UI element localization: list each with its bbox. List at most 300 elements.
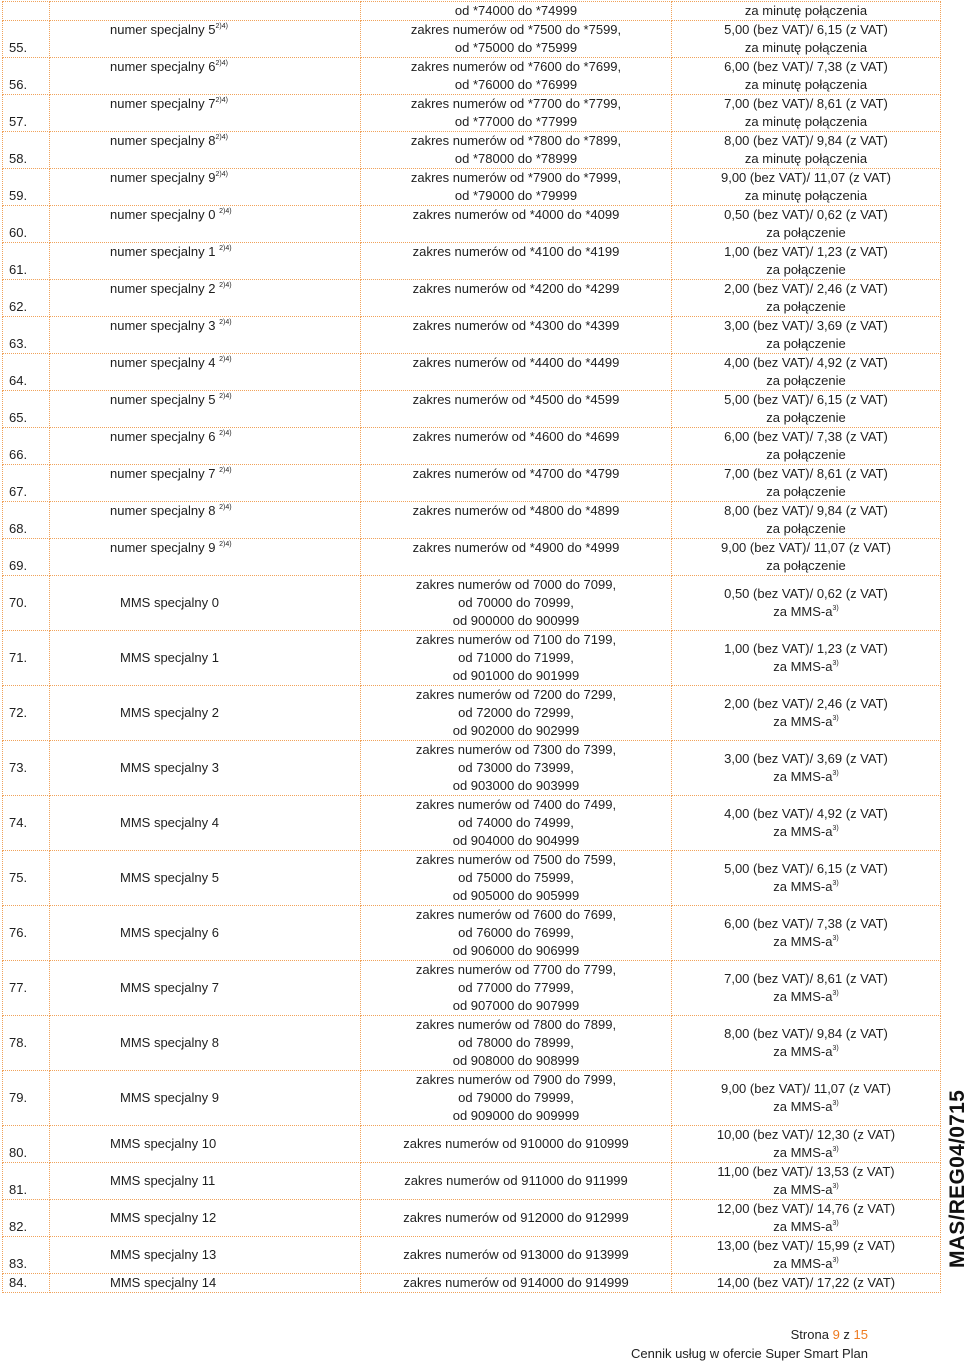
price-text: za połączenie [766, 558, 846, 573]
price-cell [672, 631, 941, 686]
service-name: numer specjalny 9 [110, 170, 216, 185]
number-range-line: od 903000 do 903999 [452, 778, 580, 793]
number-range-line: od 904000 do 904999 [452, 833, 580, 848]
table-row [3, 906, 941, 961]
service-name: MMS specjalny 12 [110, 1210, 217, 1225]
number-range-line: zakres numerów od *4500 do *4599 [412, 392, 620, 407]
price-line [672, 1255, 940, 1273]
number-range-line: od 900000 do 900999 [452, 613, 580, 628]
price-text: 5,00 (bez VAT)/ 6,15 (z VAT) [724, 861, 888, 876]
number-range-line: zakres numerów od *7700 do *7799, [410, 96, 622, 111]
price-line [672, 640, 940, 658]
table-row [3, 1016, 941, 1071]
number-range-cell [361, 741, 672, 796]
number-range-line: od *78000 do *78999 [454, 151, 578, 166]
price-text: za minutę połączenia [744, 151, 868, 166]
price-text: 9,00 (bez VAT)/ 11,07 (z VAT) [720, 1081, 892, 1096]
number-range-line: od 78000 do 78999, [458, 1035, 574, 1050]
footnote-ref: 2)4) [219, 392, 232, 400]
service-name: numer specjalny 4 [110, 355, 220, 370]
price-line [672, 335, 940, 353]
price-line [672, 1237, 940, 1255]
row-number: 70. [3, 576, 50, 631]
number-range-line: zakres numerów od 7900 do 7999, [415, 1072, 617, 1087]
service-name-cell [50, 539, 361, 576]
table-row [3, 21, 941, 58]
service-name-cell [50, 132, 361, 169]
price-text: 14,00 (bez VAT)/ 17,22 (z VAT) [716, 1275, 896, 1290]
price-text: za MMS-a [773, 714, 833, 729]
footnote-ref: 2)4) [219, 503, 232, 511]
page-current: 9 [832, 1327, 840, 1342]
price-text: za połączenie [766, 225, 846, 240]
price-text: 8,00 (bez VAT)/ 9,84 (z VAT) [724, 133, 888, 148]
price-text: 4,00 (bez VAT)/ 4,92 (z VAT) [724, 355, 888, 370]
number-range-cell [361, 1274, 672, 1293]
price-cell [672, 428, 941, 465]
price-cell [672, 1200, 941, 1237]
price-line [672, 113, 940, 131]
number-range-line: od 905000 do 905999 [452, 888, 580, 903]
number-range-line: od 907000 do 907999 [452, 998, 580, 1013]
price-line [672, 1126, 940, 1144]
price-line [672, 261, 940, 279]
number-range-line: zakres numerów od 7600 do 7699, [415, 907, 617, 922]
table-row [3, 1274, 941, 1293]
page-total: 15 [853, 1327, 868, 1342]
number-range-line: od 71000 do 71999, [458, 650, 574, 665]
service-name: numer specjalny 5 [110, 22, 216, 37]
number-range-line: od 79000 do 79999, [458, 1090, 574, 1105]
table-row [3, 961, 941, 1016]
price-text: 7,00 (bez VAT)/ 8,61 (z VAT) [724, 96, 888, 111]
price-cell [672, 58, 941, 95]
number-range-line: zakres numerów od 911000 do 911999 [404, 1173, 628, 1188]
number-range-line: od 74000 do 74999, [458, 815, 574, 830]
footnote-ref: 3) [832, 659, 839, 667]
table-row [3, 428, 941, 465]
table-row [3, 280, 941, 317]
table-row [3, 631, 941, 686]
number-range-cell [361, 1016, 672, 1071]
service-name-cell [50, 169, 361, 206]
number-range-line: od 909000 do 909999 [452, 1108, 580, 1123]
row-number: 66. [3, 428, 50, 465]
price-line [672, 1200, 940, 1218]
price-line [672, 76, 940, 94]
price-line [672, 428, 940, 446]
page-label: Strona [790, 1327, 833, 1342]
price-text: za MMS-a [773, 604, 833, 619]
service-name-cell [50, 576, 361, 631]
row-number: 63. [3, 317, 50, 354]
service-name: MMS specjalny 3 [120, 760, 219, 775]
footnote-ref: 3) [832, 769, 839, 777]
number-range-cell [361, 95, 672, 132]
price-line [672, 750, 940, 768]
service-name-cell [50, 1126, 361, 1163]
price-line [672, 1025, 940, 1043]
number-range-line: od 901000 do 901999 [452, 668, 580, 683]
price-line [672, 860, 940, 878]
price-text: za MMS-a [773, 1145, 833, 1160]
table-row [3, 317, 941, 354]
number-range-cell [361, 539, 672, 576]
service-name-cell [50, 1071, 361, 1126]
service-name-cell [50, 631, 361, 686]
footnote-ref: 3) [832, 879, 839, 887]
price-line [672, 557, 940, 575]
price-line [672, 298, 940, 316]
price-text: za MMS-a [773, 879, 833, 894]
row-number: 58. [3, 132, 50, 169]
price-text: 6,00 (bez VAT)/ 7,38 (z VAT) [724, 916, 888, 931]
price-line [672, 988, 940, 1006]
table-row [3, 539, 941, 576]
footnote-ref: 2)4) [215, 133, 228, 141]
row-number: 57. [3, 95, 50, 132]
number-range-line: zakres numerów od *7500 do *7599, [410, 22, 622, 37]
service-name-cell [50, 686, 361, 741]
number-range-line: od *77000 do *77999 [454, 114, 578, 129]
price-text: za MMS-a [773, 769, 833, 784]
price-text: 8,00 (bez VAT)/ 9,84 (z VAT) [724, 503, 888, 518]
row-number: 81. [3, 1163, 50, 1200]
price-line [672, 317, 940, 335]
price-text: za minutę połączenia [744, 114, 868, 129]
number-range-line: zakres numerów od *7600 do *7699, [410, 59, 622, 74]
number-range-line: zakres numerów od *4900 do *4999 [412, 540, 620, 555]
service-name: MMS specjalny 13 [110, 1247, 217, 1262]
number-range-cell [361, 58, 672, 95]
row-number: 64. [3, 354, 50, 391]
row-number: 73. [3, 741, 50, 796]
number-range-line: zakres numerów od 914000 do 914999 [403, 1275, 629, 1290]
page-number [791, 1327, 868, 1342]
number-range-line: zakres numerów od 7000 do 7099, [415, 577, 617, 592]
number-range-line: zakres numerów od 912000 do 912999 [403, 1210, 629, 1225]
price-text: 5,00 (bez VAT)/ 6,15 (z VAT) [724, 22, 888, 37]
row-number: 75. [3, 851, 50, 906]
footnote-ref: 3) [832, 1145, 839, 1153]
price-cell: za minutę połączenia [672, 2, 941, 21]
price-line [672, 169, 940, 187]
price-cell [672, 132, 941, 169]
row-number: 80. [3, 1126, 50, 1163]
footnote-ref: 2)4) [219, 466, 232, 474]
table-row [3, 95, 941, 132]
service-name: MMS specjalny 7 [120, 980, 219, 995]
footnote-ref: 3) [832, 824, 839, 832]
number-range-line: od 75000 do 75999, [458, 870, 574, 885]
service-name: numer specjalny 8 [110, 133, 216, 148]
price-cell [672, 961, 941, 1016]
number-range-line: zakres numerów od *4700 do *4799 [412, 466, 620, 481]
number-range-line: zakres numerów od 910000 do 910999 [403, 1136, 629, 1151]
price-text: za połączenie [766, 484, 846, 499]
price-line [672, 446, 940, 464]
price-line [672, 805, 940, 823]
table-row [3, 1126, 941, 1163]
number-range-cell [361, 1071, 672, 1126]
table-row-continuation [3, 2, 941, 21]
number-range-line: od 72000 do 72999, [458, 705, 574, 720]
price-cell [672, 465, 941, 502]
number-range-cell [361, 169, 672, 206]
price-text: za MMS-a [773, 824, 833, 839]
service-name: numer specjalny 3 [110, 318, 220, 333]
price-line [672, 465, 940, 483]
service-name: MMS specjalny 9 [120, 1090, 219, 1105]
price-cell [672, 1237, 941, 1274]
table-row [3, 391, 941, 428]
number-range-line: od *76000 do *76999 [454, 77, 578, 92]
number-range-cell [361, 631, 672, 686]
table-row [3, 686, 941, 741]
number-range-line: zakres numerów od 7700 do 7799, [415, 962, 617, 977]
row-number: 56. [3, 58, 50, 95]
service-name-cell [50, 1237, 361, 1274]
price-text: 2,00 (bez VAT)/ 2,46 (z VAT) [724, 281, 888, 296]
number-range-line: zakres numerów od 7800 do 7899, [415, 1017, 617, 1032]
service-name: MMS specjalny 1 [120, 650, 219, 665]
service-name-cell [50, 961, 361, 1016]
price-text: za połączenie [766, 336, 846, 351]
service-name: MMS specjalny 0 [120, 595, 219, 610]
document-code: MAS/REG04/0715 [946, 1089, 969, 1268]
price-text: 6,00 (bez VAT)/ 7,38 (z VAT) [724, 59, 888, 74]
footnote-ref: 3) [832, 1044, 839, 1052]
price-line [672, 539, 940, 557]
service-name-cell [50, 502, 361, 539]
price-line [672, 520, 940, 538]
price-line [672, 1181, 940, 1199]
footnote-ref: 3) [832, 1182, 839, 1190]
footnote-ref: 2)4) [219, 207, 232, 215]
price-line [672, 933, 940, 951]
price-line [672, 1098, 940, 1116]
service-name: numer specjalny 6 [110, 429, 220, 444]
price-text: 0,50 (bez VAT)/ 0,62 (z VAT) [724, 207, 888, 222]
number-range-cell [361, 21, 672, 58]
price-line [672, 823, 940, 841]
page-of: z [839, 1327, 854, 1342]
footnote-ref: 2)4) [219, 540, 232, 548]
price-cell [672, 741, 941, 796]
price-line [672, 1274, 940, 1292]
price-text: 5,00 (bez VAT)/ 6,15 (z VAT) [724, 392, 888, 407]
price-text: 8,00 (bez VAT)/ 9,84 (z VAT) [724, 1026, 888, 1041]
price-line [672, 970, 940, 988]
number-range-line: od 902000 do 902999 [452, 723, 580, 738]
footnote-ref: 2)4) [219, 281, 232, 289]
number-range-cell [361, 796, 672, 851]
price-line [672, 878, 940, 896]
service-name-cell [50, 851, 361, 906]
footnote-ref: 2)4) [219, 244, 232, 252]
number-range-cell [361, 502, 672, 539]
price-text: 3,00 (bez VAT)/ 3,69 (z VAT) [724, 751, 888, 766]
price-text: 13,00 (bez VAT)/ 15,99 (z VAT) [716, 1238, 896, 1253]
service-name-cell [50, 428, 361, 465]
price-line [672, 695, 940, 713]
price-line [672, 1163, 940, 1181]
number-range-cell [361, 1163, 672, 1200]
number-range-line: zakres numerów od 7200 do 7299, [415, 687, 617, 702]
number-range-cell [361, 280, 672, 317]
row-number: 59. [3, 169, 50, 206]
number-range-line: zakres numerów od 7500 do 7599, [415, 852, 617, 867]
price-cell [672, 1016, 941, 1071]
price-text: za MMS-a [773, 1219, 833, 1234]
number-range-line: zakres numerów od 913000 do 913999 [403, 1247, 629, 1262]
price-line [672, 206, 940, 224]
service-name: MMS specjalny 11 [110, 1173, 216, 1188]
price-cell [672, 95, 941, 132]
service-name-cell [50, 317, 361, 354]
price-text: za minutę połączenia [744, 188, 868, 203]
price-text: 7,00 (bez VAT)/ 8,61 (z VAT) [724, 971, 888, 986]
service-name: numer specjalny 9 [110, 540, 220, 555]
table-row [3, 58, 941, 95]
number-range-line: od 77000 do 77999, [458, 980, 574, 995]
number-range-cell [361, 132, 672, 169]
service-name: MMS specjalny 8 [120, 1035, 219, 1050]
service-name-cell [50, 21, 361, 58]
price-text: za MMS-a [773, 1099, 833, 1114]
table-row [3, 576, 941, 631]
row-number: 82. [3, 1200, 50, 1237]
price-cell [672, 169, 941, 206]
row-number: 71. [3, 631, 50, 686]
footnote-ref: 3) [832, 1219, 839, 1227]
table-row [3, 354, 941, 391]
price-line [672, 915, 940, 933]
row-number: 77. [3, 961, 50, 1016]
table-row [3, 169, 941, 206]
number-range-cell [361, 317, 672, 354]
price-text: za MMS-a [773, 1044, 833, 1059]
price-line [672, 150, 940, 168]
table-row [3, 132, 941, 169]
price-text: za MMS-a [773, 934, 833, 949]
price-cell [672, 1274, 941, 1293]
service-name-cell [50, 796, 361, 851]
price-cell [672, 576, 941, 631]
number-range-cell [361, 1126, 672, 1163]
row-number: 69. [3, 539, 50, 576]
number-range-line: zakres numerów od *7900 do *7999, [410, 170, 622, 185]
service-name: numer specjalny 0 [110, 207, 220, 222]
price-cell [672, 206, 941, 243]
price-table [2, 1, 941, 1293]
price-cell [672, 354, 941, 391]
service-name-cell [50, 354, 361, 391]
service-name-cell [50, 58, 361, 95]
table-row [3, 851, 941, 906]
price-cell [672, 280, 941, 317]
row-number: 62. [3, 280, 50, 317]
row-number: 60. [3, 206, 50, 243]
row-number: 68. [3, 502, 50, 539]
price-text: 10,00 (bez VAT)/ 12,30 (z VAT) [716, 1127, 896, 1142]
footnote-ref: 2)4) [215, 59, 228, 67]
service-name: MMS specjalny 2 [120, 705, 219, 720]
price-text: 12,00 (bez VAT)/ 14,76 (z VAT) [716, 1201, 896, 1216]
service-name-cell [50, 243, 361, 280]
service-name: numer specjalny 7 [110, 466, 220, 481]
price-text: za połączenie [766, 262, 846, 277]
price-text: 11,00 (bez VAT)/ 13,53 (z VAT) [717, 1164, 895, 1179]
footnote-ref: 2)4) [215, 22, 228, 30]
number-range-cell [361, 1200, 672, 1237]
service-name-cell [50, 1016, 361, 1071]
price-line [672, 409, 940, 427]
service-name: numer specjalny 1 [110, 244, 220, 259]
price-line [672, 372, 940, 390]
price-text: za połączenie [766, 410, 846, 425]
row-number: 65. [3, 391, 50, 428]
footnote-ref: 2)4) [219, 318, 232, 326]
service-name-cell [50, 206, 361, 243]
price-line [672, 603, 940, 621]
number-range-cell [361, 686, 672, 741]
price-line [672, 768, 940, 786]
number-range-line: zakres numerów od 7100 do 7199, [415, 632, 617, 647]
price-line [672, 21, 940, 39]
price-cell [672, 539, 941, 576]
price-cell [672, 1126, 941, 1163]
footnote-ref: 3) [832, 1099, 839, 1107]
price-line [672, 132, 940, 150]
price-text: 0,50 (bez VAT)/ 0,62 (z VAT) [724, 586, 888, 601]
table-row [3, 465, 941, 502]
number-range-line: zakres numerów od *7800 do *7899, [410, 133, 622, 148]
number-range-line: od 908000 do 908999 [452, 1053, 580, 1068]
service-name-cell [50, 1274, 361, 1293]
table-row [3, 502, 941, 539]
price-text: 1,00 (bez VAT)/ 1,23 (z VAT) [724, 244, 888, 259]
range-cell: od *74000 do *74999 [361, 2, 672, 21]
service-name-cell [50, 1200, 361, 1237]
price-cell [672, 851, 941, 906]
table-row [3, 1200, 941, 1237]
number-range-line: zakres numerów od *4400 do *4499 [412, 355, 620, 370]
number-range-cell [361, 243, 672, 280]
table-row [3, 243, 941, 280]
row-number: 55. [3, 21, 50, 58]
row-number: 78. [3, 1016, 50, 1071]
price-text: 4,00 (bez VAT)/ 4,92 (z VAT) [724, 806, 888, 821]
table-row [3, 1163, 941, 1200]
service-name: MMS specjalny 4 [120, 815, 219, 830]
price-text: 3,00 (bez VAT)/ 3,69 (z VAT) [724, 318, 888, 333]
row-number: 79. [3, 1071, 50, 1126]
table-row [3, 1071, 941, 1126]
number-range-cell [361, 906, 672, 961]
row-number: 76. [3, 906, 50, 961]
price-text: za MMS-a [773, 1256, 833, 1271]
price-cell [672, 686, 941, 741]
table-row [3, 206, 941, 243]
price-text: za minutę połączenia [744, 40, 868, 55]
row-number: 67. [3, 465, 50, 502]
number-range-cell [361, 354, 672, 391]
price-text: 7,00 (bez VAT)/ 8,61 (z VAT) [724, 466, 888, 481]
price-line [672, 1144, 940, 1162]
row-number: 84. [3, 1274, 50, 1293]
service-name-cell [50, 1163, 361, 1200]
